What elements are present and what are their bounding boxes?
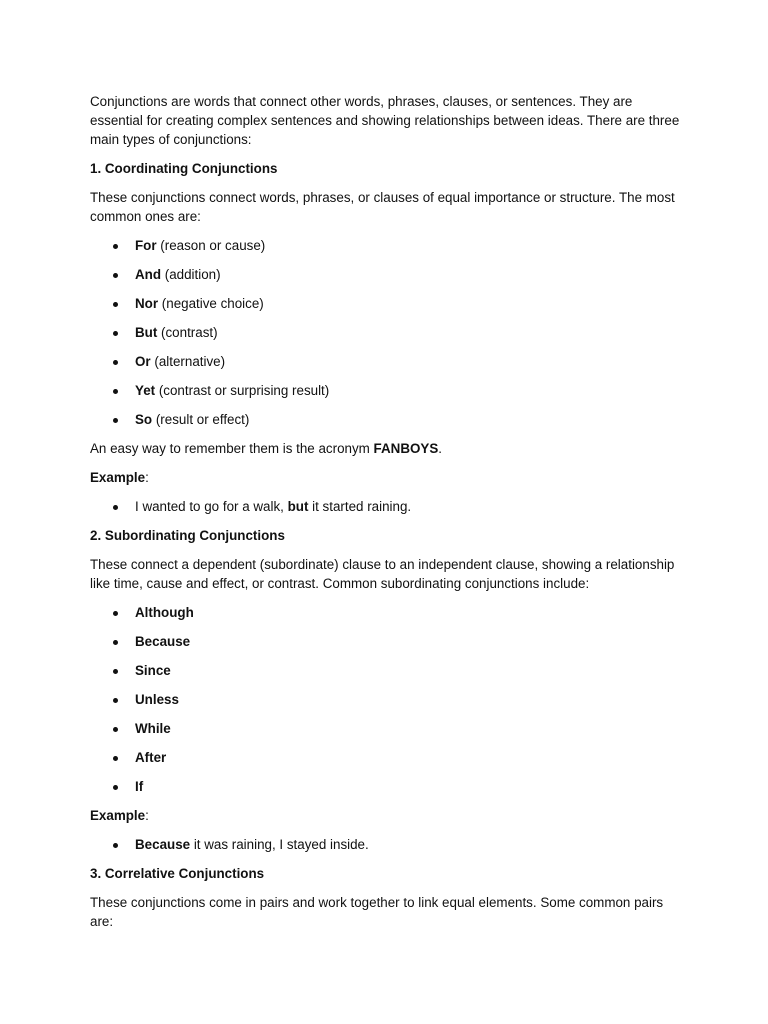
example-list: [90, 835, 680, 854]
document-page: [90, 92, 680, 941]
coordinating-list: [90, 236, 680, 429]
subordinating-list: [90, 603, 680, 796]
section-description-correlative: These conjunctions come in pairs and work together to link equal elements. Some common pairs are:: [90, 895, 664, 929]
mnemonic-end: .: [438, 441, 443, 456]
example-before: I wanted to go for a walk,: [135, 499, 288, 514]
list-item-term: For: [135, 238, 157, 253]
example-label: [90, 468, 680, 487]
list-item: [90, 236, 680, 255]
list-item: [90, 265, 680, 284]
list-item-term: Since: [135, 663, 171, 678]
list-item-term: And: [135, 267, 162, 282]
example-item: [90, 497, 680, 516]
list-item-note: (reason or cause): [156, 238, 266, 253]
list-item-note: (contrast): [157, 325, 218, 340]
list-item: [90, 381, 680, 400]
bullet-icon: [113, 244, 118, 249]
example-bold: but: [287, 499, 309, 514]
list-item-term: While: [135, 721, 171, 736]
list-item-term: But: [135, 325, 158, 340]
bullet-icon: [113, 273, 118, 278]
bullet-icon: [113, 785, 118, 790]
bullet-icon: [113, 302, 118, 307]
bullet-icon: [113, 389, 118, 394]
list-item: [90, 410, 680, 429]
example-list: [90, 497, 680, 516]
mnemonic-text: An easy way to remember them is the acronym: [90, 441, 374, 456]
list-item-note: (contrast or surprising result): [155, 383, 330, 398]
list-item-note: (addition): [161, 267, 221, 282]
list-item: [90, 294, 680, 313]
list-item: [90, 323, 680, 342]
list-item-term: Although: [135, 605, 194, 620]
bullet-icon: [113, 331, 118, 336]
bullet-icon: [113, 418, 118, 423]
list-item-note: (alternative): [150, 354, 226, 369]
example-after: it was raining, I stayed inside.: [190, 837, 369, 852]
example-label-colon: :: [145, 470, 149, 485]
section-heading-coordinating: 1. Coordinating Conjunctions: [90, 161, 278, 176]
bullet-icon: [113, 611, 118, 616]
list-item-term: So: [135, 412, 153, 427]
bullet-icon: [113, 698, 118, 703]
section-description-coordinating: These conjunctions connect words, phrases, or clauses of equal importance or structure. The most common ones are:: [90, 190, 675, 224]
list-item-term: Or: [135, 354, 151, 369]
bullet-icon: [113, 505, 118, 510]
mnemonic-paragraph: [90, 439, 680, 458]
intro-paragraph: Conjunctions are words that connect other words, phrases, clauses, or sentences. They are essential for creating complex sentences and showing relationships between ideas. There are three main types of conjunctions:: [90, 94, 680, 147]
list-item-term: Because: [135, 634, 191, 649]
bullet-icon: [113, 360, 118, 365]
list-item: [90, 690, 680, 709]
mnemonic-acronym: FANBOYS: [373, 441, 439, 456]
list-item-term: After: [135, 750, 167, 765]
list-item: [90, 661, 680, 680]
bullet-icon: [113, 669, 118, 674]
bullet-icon: [113, 640, 118, 645]
list-item: [90, 632, 680, 651]
list-item-term: If: [135, 779, 144, 794]
list-item: [90, 603, 680, 622]
list-item: [90, 777, 680, 796]
list-item-term: Unless: [135, 692, 179, 707]
list-item-term: Yet: [135, 383, 156, 398]
example-item: [90, 835, 680, 854]
list-item: [90, 748, 680, 767]
list-item-term: Nor: [135, 296, 159, 311]
example-label-colon: :: [145, 808, 149, 823]
section-heading-subordinating: 2. Subordinating Conjunctions: [90, 528, 285, 543]
bullet-icon: [113, 843, 118, 848]
bullet-icon: [113, 727, 118, 732]
section-heading-correlative: 3. Correlative Conjunctions: [90, 866, 265, 881]
list-item-note: (negative choice): [158, 296, 264, 311]
section-description-subordinating: These connect a dependent (subordinate) clause to an independent clause, showing a relationship like time, cause and effect, or contrast. Common subordinating conjunctions include:: [90, 557, 675, 591]
example-after: it started raining.: [308, 499, 412, 514]
list-item: [90, 719, 680, 738]
example-label: [90, 806, 680, 825]
list-item-note: (result or effect): [152, 412, 250, 427]
bullet-icon: [113, 756, 118, 761]
example-label-text: Example: [90, 470, 146, 485]
example-label-text: Example: [90, 808, 146, 823]
example-bold: Because: [135, 837, 191, 852]
list-item: [90, 352, 680, 371]
